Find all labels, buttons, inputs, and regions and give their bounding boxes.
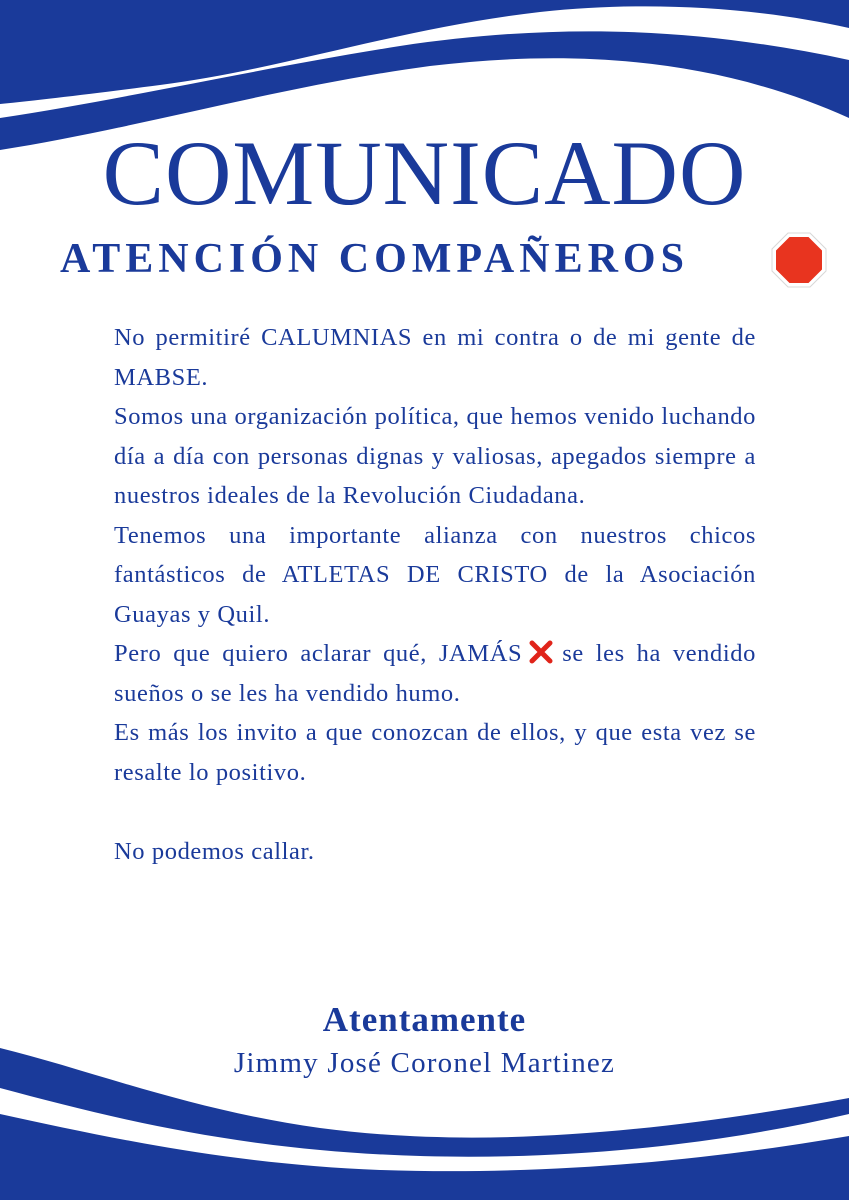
- paragraph: Somos una organización política, que hemos venido luchando día a día con personas dignas y valiosas, apegados siempre a nuestros ideales de la Revolución Ciudadana.: [114, 403, 756, 509]
- stop-sign-icon: [771, 232, 827, 288]
- signer-name: Jimmy José Coronel Martinez: [233, 1047, 616, 1079]
- paragraph: Es más los invito a que conozcan de ellos, y que esta vez se resalte lo positivo.: [114, 719, 756, 786]
- body-text: [114, 318, 756, 871]
- page-title: COMUNICADO: [102, 122, 747, 224]
- paragraph-part: Pero que quiero aclarar qué, JAMÁS: [114, 640, 523, 667]
- cross-mark-icon: [528, 639, 554, 665]
- paragraph: No podemos callar.: [114, 837, 315, 865]
- paragraph-spacer: [114, 792, 756, 832]
- closing-salutation: Atentamente: [322, 1000, 527, 1039]
- paragraph: No permitiré CALUMNIAS en mi contra o de mi gente de MABSE.: [114, 324, 756, 391]
- paragraph: Tenemos una importante alianza con nuestros chicos fantásticos de ATLETAS DE CRISTO de la Asociación Guayas y Quil.: [114, 521, 756, 628]
- page-subtitle: ATENCIÓN COMPAÑEROS: [60, 236, 689, 282]
- paragraph: [114, 634, 756, 713]
- paragraph-part: se les ha vendido sueños o se les ha vendido humo.: [114, 640, 756, 707]
- bottom-wave-decoration: [0, 1040, 849, 1200]
